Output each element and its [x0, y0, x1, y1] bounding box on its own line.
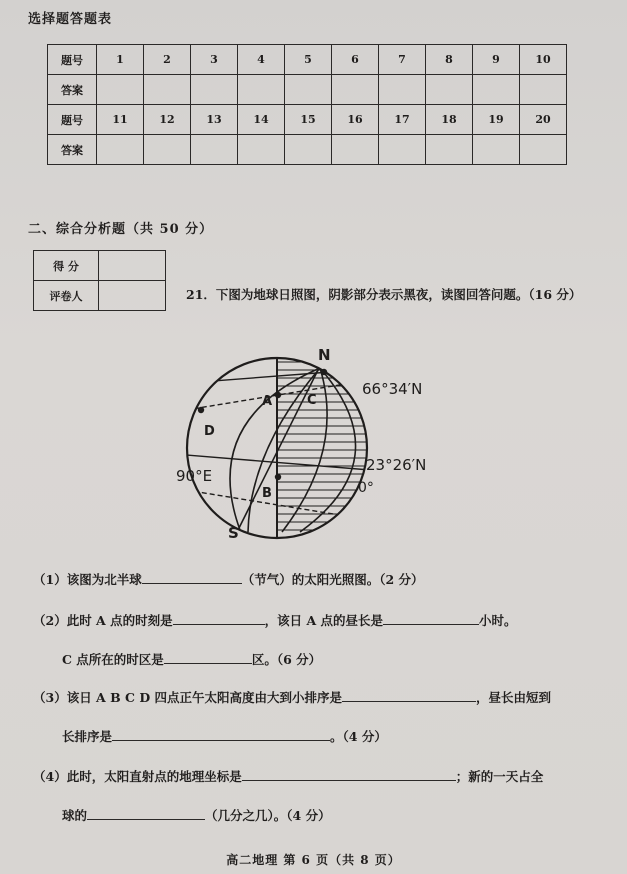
label-b: B	[262, 486, 272, 501]
sub2-suffix: 小时。	[479, 613, 517, 628]
table-row	[34, 281, 166, 311]
table-row	[48, 135, 567, 165]
question-21-stem: 21．下图为地球日照图，阴影部分表示黑夜，读图回答问题。（16 分）	[186, 287, 582, 302]
question-number: 12	[144, 105, 191, 135]
answer-cell[interactable]	[285, 75, 332, 105]
label-90e: 90°E	[176, 467, 213, 485]
question-number: 20	[520, 105, 567, 135]
sub2-middle: ，该日 A 点的昼长是	[264, 613, 384, 628]
point-c-dot	[321, 369, 327, 375]
answer-cell[interactable]	[332, 75, 379, 105]
question-number: 5	[285, 45, 332, 75]
label-23-26n: 23°26′N	[366, 456, 427, 474]
answer-cell[interactable]	[426, 75, 473, 105]
answer-cell[interactable]	[379, 75, 426, 105]
question-number: 14	[238, 105, 285, 135]
point-b-dot	[275, 474, 281, 480]
sub3-suffix: ，昼长由短到	[476, 690, 552, 705]
sub4b-prefix: 球的	[62, 808, 88, 823]
sub4-prefix: （4）此时，太阳直射点的地理坐标是	[33, 769, 242, 784]
question-number: 6	[332, 45, 379, 75]
label-0: 0°	[358, 480, 374, 496]
earth-illumination-diagram	[160, 340, 450, 540]
sub-question-3b	[62, 726, 387, 745]
answer-table	[47, 44, 567, 165]
sub4-suffix: ；新的一天占全	[455, 769, 544, 784]
answer-cell[interactable]	[144, 75, 191, 105]
table-row	[48, 75, 567, 105]
question-number: 7	[379, 45, 426, 75]
answer-cell[interactable]	[97, 75, 144, 105]
table-row	[48, 105, 567, 135]
question-number: 1	[97, 45, 144, 75]
sub1-blank[interactable]	[142, 569, 242, 584]
grader-cell[interactable]	[99, 281, 166, 311]
answer-cell[interactable]	[473, 75, 520, 105]
question-number: 9	[473, 45, 520, 75]
sub1-prefix: （1）该图为北半球	[33, 572, 142, 587]
answer-cell[interactable]	[238, 75, 285, 105]
answer-sheet-title: 选择题答题表	[28, 12, 113, 27]
answer-cell[interactable]	[191, 75, 238, 105]
sub2-prefix: （2）此时 A 点的时刻是	[33, 613, 173, 628]
grader-label: 评卷人	[34, 281, 99, 311]
answer-label: 答案	[48, 135, 97, 165]
answer-cell[interactable]	[379, 135, 426, 165]
question-number: 18	[426, 105, 473, 135]
number-label: 题号	[48, 105, 97, 135]
label-n: N	[318, 346, 331, 364]
label-66-34n: 66°34′N	[362, 380, 423, 398]
question-number: 19	[473, 105, 520, 135]
answer-cell[interactable]	[285, 135, 332, 165]
sub2-blank-daylength[interactable]	[383, 610, 479, 625]
sub4b-blank-fraction[interactable]	[87, 805, 205, 820]
score-cell[interactable]	[99, 251, 166, 281]
score-box	[33, 250, 166, 311]
sub3-blank-altitude[interactable]	[342, 687, 476, 702]
question-number: 2	[144, 45, 191, 75]
score-label: 得 分	[34, 251, 99, 281]
answer-cell[interactable]	[191, 135, 238, 165]
answer-cell[interactable]	[473, 135, 520, 165]
label-c: C	[307, 393, 317, 408]
point-d-dot	[198, 407, 204, 413]
question-number: 10	[520, 45, 567, 75]
label-a: A	[262, 394, 273, 409]
answer-cell[interactable]	[144, 135, 191, 165]
answer-label: 答案	[48, 75, 97, 105]
label-d: D	[204, 424, 215, 439]
sub3b-blank-daylength-order[interactable]	[112, 726, 330, 741]
sub-question-2	[33, 610, 517, 629]
answer-cell[interactable]	[332, 135, 379, 165]
answer-cell[interactable]	[426, 135, 473, 165]
question-number: 11	[97, 105, 144, 135]
question-number: 4	[238, 45, 285, 75]
label-s: S	[228, 524, 239, 540]
sub-question-4b	[62, 805, 331, 824]
question-number: 3	[191, 45, 238, 75]
sub-question-4	[33, 766, 543, 785]
number-label: 题号	[48, 45, 97, 75]
question-number: 8	[426, 45, 473, 75]
sub2b-blank-timezone[interactable]	[164, 649, 252, 664]
sub3b-prefix: 长排序是	[62, 729, 113, 744]
question-number: 17	[379, 105, 426, 135]
table-row	[48, 45, 567, 75]
sub1-middle: （节气）的太阳光照图。（2 分）	[241, 572, 424, 587]
section-title: 二、综合分析题（共 50 分）	[28, 222, 214, 237]
question-number: 13	[191, 105, 238, 135]
sub-question-1	[33, 569, 424, 588]
answer-cell[interactable]	[97, 135, 144, 165]
sub3b-suffix: 。（4 分）	[330, 729, 387, 744]
sub2b-prefix: C 点所在的时区是	[62, 652, 164, 667]
table-row	[34, 251, 166, 281]
sub2-blank-time[interactable]	[173, 610, 265, 625]
answer-cell[interactable]	[520, 75, 567, 105]
sub-question-3	[33, 687, 551, 706]
sub4-blank-coordinate[interactable]	[242, 766, 456, 781]
answer-cell[interactable]	[238, 135, 285, 165]
sub2b-suffix: 区。（6 分）	[251, 652, 322, 667]
page-footer: 高二地理 第 6 页（共 8 页）	[226, 853, 401, 867]
point-a-dot	[275, 392, 281, 398]
sub-question-2b	[62, 649, 321, 668]
answer-cell[interactable]	[520, 135, 567, 165]
question-number: 15	[285, 105, 332, 135]
sub4b-suffix: （几分之几）。（4 分）	[205, 808, 331, 823]
sub3-prefix: （3）该日 A B C D 四点正午太阳高度由大到小排序是	[33, 690, 343, 705]
question-number: 16	[332, 105, 379, 135]
